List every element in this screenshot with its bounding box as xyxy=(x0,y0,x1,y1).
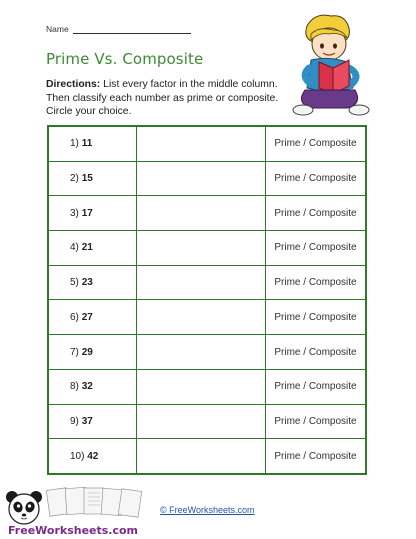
prime-composite-choice[interactable]: Prime / Composite xyxy=(266,265,367,300)
prime-composite-choice[interactable]: Prime / Composite xyxy=(266,196,367,231)
problem-number: 37 xyxy=(81,415,93,427)
directions-text: List every factor in the middle column. Then classify each number as prime or composite. Circle your choice. xyxy=(46,79,279,118)
factors-answer-cell[interactable] xyxy=(137,126,266,161)
worksheet-title: Prime Vs. Composite xyxy=(46,50,204,68)
problem-number: 32 xyxy=(81,381,93,393)
problem-number: 11 xyxy=(81,138,93,150)
directions-label: Directions: xyxy=(46,79,101,90)
prime-composite-choice[interactable]: Prime / Composite xyxy=(266,369,367,404)
factors-answer-cell[interactable] xyxy=(137,231,266,266)
table-row xyxy=(48,335,366,370)
problem-number: 21 xyxy=(81,242,93,254)
table-body xyxy=(48,126,366,474)
problem-index: 9) xyxy=(70,415,79,427)
problem-number-cell xyxy=(48,126,137,161)
prime-composite-choice[interactable]: Prime / Composite xyxy=(266,404,367,439)
prime-composite-choice[interactable]: Prime / Composite xyxy=(266,161,367,196)
problem-index: 10) xyxy=(70,450,85,462)
table-row xyxy=(48,439,366,474)
problem-index: 3) xyxy=(70,207,79,219)
table-row xyxy=(48,265,366,300)
prime-composite-table xyxy=(47,125,367,475)
problem-number-cell xyxy=(48,161,137,196)
problem-number: 23 xyxy=(81,277,93,289)
problem-number: 27 xyxy=(81,311,93,323)
table-row xyxy=(48,161,366,196)
factors-answer-cell[interactable] xyxy=(137,369,266,404)
problem-number-cell xyxy=(48,369,137,404)
problem-number: 42 xyxy=(87,450,99,462)
factors-answer-cell[interactable] xyxy=(137,439,266,474)
directions xyxy=(46,78,288,119)
problem-number-cell xyxy=(48,231,137,266)
boy-reading-book-illustration xyxy=(285,12,377,118)
name-blank-line[interactable] xyxy=(73,25,191,34)
problem-number-cell xyxy=(48,265,137,300)
factors-answer-cell[interactable] xyxy=(137,161,266,196)
problem-number-cell xyxy=(48,196,137,231)
problem-index: 4) xyxy=(70,242,79,254)
problem-number-cell xyxy=(48,300,137,335)
problem-index: 2) xyxy=(70,173,79,185)
problem-number: 17 xyxy=(81,207,93,219)
problem-index: 6) xyxy=(70,311,79,323)
problem-index: 5) xyxy=(70,277,79,289)
problem-index: 7) xyxy=(70,346,79,358)
table-row xyxy=(48,300,366,335)
prime-composite-choice[interactable]: Prime / Composite xyxy=(266,126,367,161)
panda-logo-icon xyxy=(2,485,152,539)
problem-number: 15 xyxy=(81,173,93,185)
problem-number-cell xyxy=(48,404,137,439)
logo-text: FreeWorksheets.com xyxy=(8,524,139,537)
problem-number: 29 xyxy=(81,346,93,358)
problem-number-cell xyxy=(48,439,137,474)
factors-answer-cell[interactable] xyxy=(137,404,266,439)
table-row xyxy=(48,196,366,231)
prime-composite-choice[interactable]: Prime / Composite xyxy=(266,439,367,474)
prime-composite-choice[interactable]: Prime / Composite xyxy=(266,335,367,370)
prime-composite-choice[interactable]: Prime / Composite xyxy=(266,300,367,335)
table-row xyxy=(48,369,366,404)
name-label: Name xyxy=(46,24,69,34)
name-line xyxy=(46,24,191,34)
factors-answer-cell[interactable] xyxy=(137,196,266,231)
footer-copyright-link[interactable]: © FreeWorksheets.com xyxy=(160,505,255,515)
table-row xyxy=(48,126,366,161)
problem-index: 8) xyxy=(70,381,79,393)
factors-answer-cell[interactable] xyxy=(137,265,266,300)
prime-composite-choice[interactable]: Prime / Composite xyxy=(266,231,367,266)
problem-number-cell xyxy=(48,335,137,370)
table-row xyxy=(48,404,366,439)
table-row xyxy=(48,231,366,266)
factors-answer-cell[interactable] xyxy=(137,300,266,335)
factors-answer-cell[interactable] xyxy=(137,335,266,370)
problem-index: 1) xyxy=(70,138,79,150)
